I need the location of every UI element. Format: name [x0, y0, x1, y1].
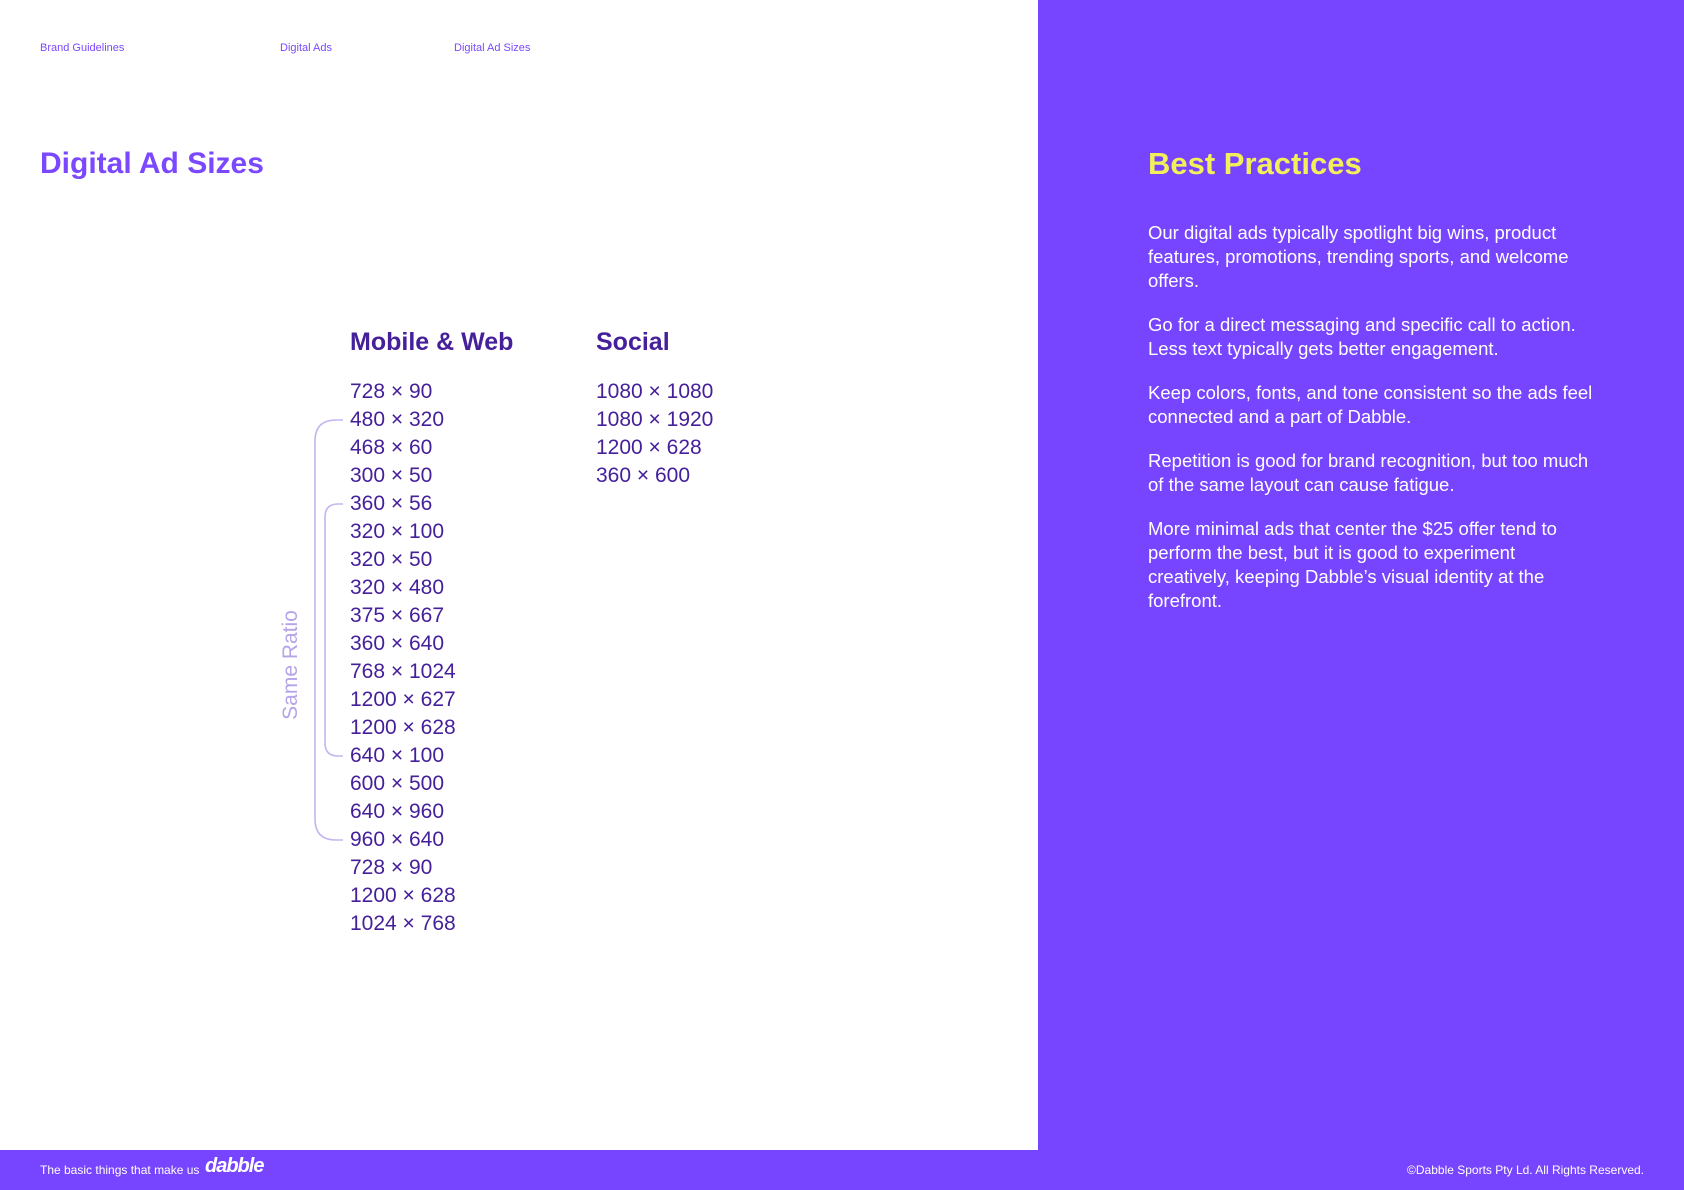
breadcrumb-brand-guidelines[interactable]: Brand Guidelines [40, 42, 125, 54]
social-size-list [596, 378, 713, 490]
best-practices-list [1148, 221, 1598, 633]
size-item: 768 × 1024 [350, 660, 456, 683]
same-ratio-brackets [308, 415, 348, 855]
mobile-web-size-list [350, 378, 456, 938]
breadcrumb-digital-ads[interactable]: Digital Ads [280, 42, 332, 54]
size-item: 468 × 60 [350, 436, 433, 459]
best-practice-paragraph: Our digital ads typically spotlight big wins, product features, promotions, trending sports, and welcome offers. [1148, 222, 1569, 291]
size-item: 320 × 480 [350, 576, 445, 599]
size-item: 1200 × 628 [350, 884, 456, 907]
breadcrumb-digital-ad-sizes[interactable]: Digital Ad Sizes [454, 42, 531, 54]
dabble-logo: dabble [205, 1155, 264, 1177]
size-item: 320 × 50 [350, 548, 433, 571]
size-item: 360 × 56 [350, 492, 433, 515]
size-item: 300 × 50 [350, 464, 433, 487]
size-item: 320 × 100 [350, 520, 445, 543]
mobile-web-heading: Mobile & Web [350, 328, 514, 356]
size-item: 360 × 640 [350, 632, 445, 655]
best-practice-paragraph: Keep colors, fonts, and tone consistent so the ads feel connected and a part of Dabble. [1148, 382, 1593, 427]
size-item: 1080 × 1080 [596, 380, 714, 403]
size-item: 360 × 600 [596, 464, 691, 487]
size-item: 600 × 500 [350, 772, 445, 795]
size-item: 1200 × 627 [350, 688, 456, 711]
best-practices-title: Best Practices [1148, 146, 1362, 181]
best-practice-paragraph: More minimal ads that center the $25 offer tend to perform the best, but it is good to experiment creatively, keeping Dabble’s visual identity at the forefront. [1148, 518, 1557, 611]
size-item: 960 × 640 [350, 828, 445, 851]
same-ratio-label: Same Ratio [279, 610, 302, 720]
size-item: 1200 × 628 [596, 436, 702, 459]
size-item: 1200 × 628 [350, 716, 456, 739]
size-item: 480 × 320 [350, 408, 445, 431]
footer-copyright: ©Dabble Sports Pty Ld. All Rights Reserved. [1407, 1163, 1644, 1177]
page-title: Digital Ad Sizes [40, 147, 264, 180]
size-item: 640 × 960 [350, 800, 445, 823]
size-item: 375 × 667 [350, 604, 445, 627]
best-practice-paragraph: Go for a direct messaging and specific call to action. Less text typically gets better engagement. [1148, 314, 1576, 359]
social-heading: Social [596, 328, 670, 356]
size-item: 1080 × 1920 [596, 408, 714, 431]
size-item: 640 × 100 [350, 744, 445, 767]
best-practice-paragraph: Repetition is good for brand recognition, but too much of the same layout can cause fatigue. [1148, 450, 1589, 495]
size-item: 728 × 90 [350, 856, 433, 879]
size-item: 1024 × 768 [350, 912, 456, 935]
size-item: 728 × 90 [350, 380, 433, 403]
footer-tagline: The basic things that make us [40, 1163, 200, 1177]
